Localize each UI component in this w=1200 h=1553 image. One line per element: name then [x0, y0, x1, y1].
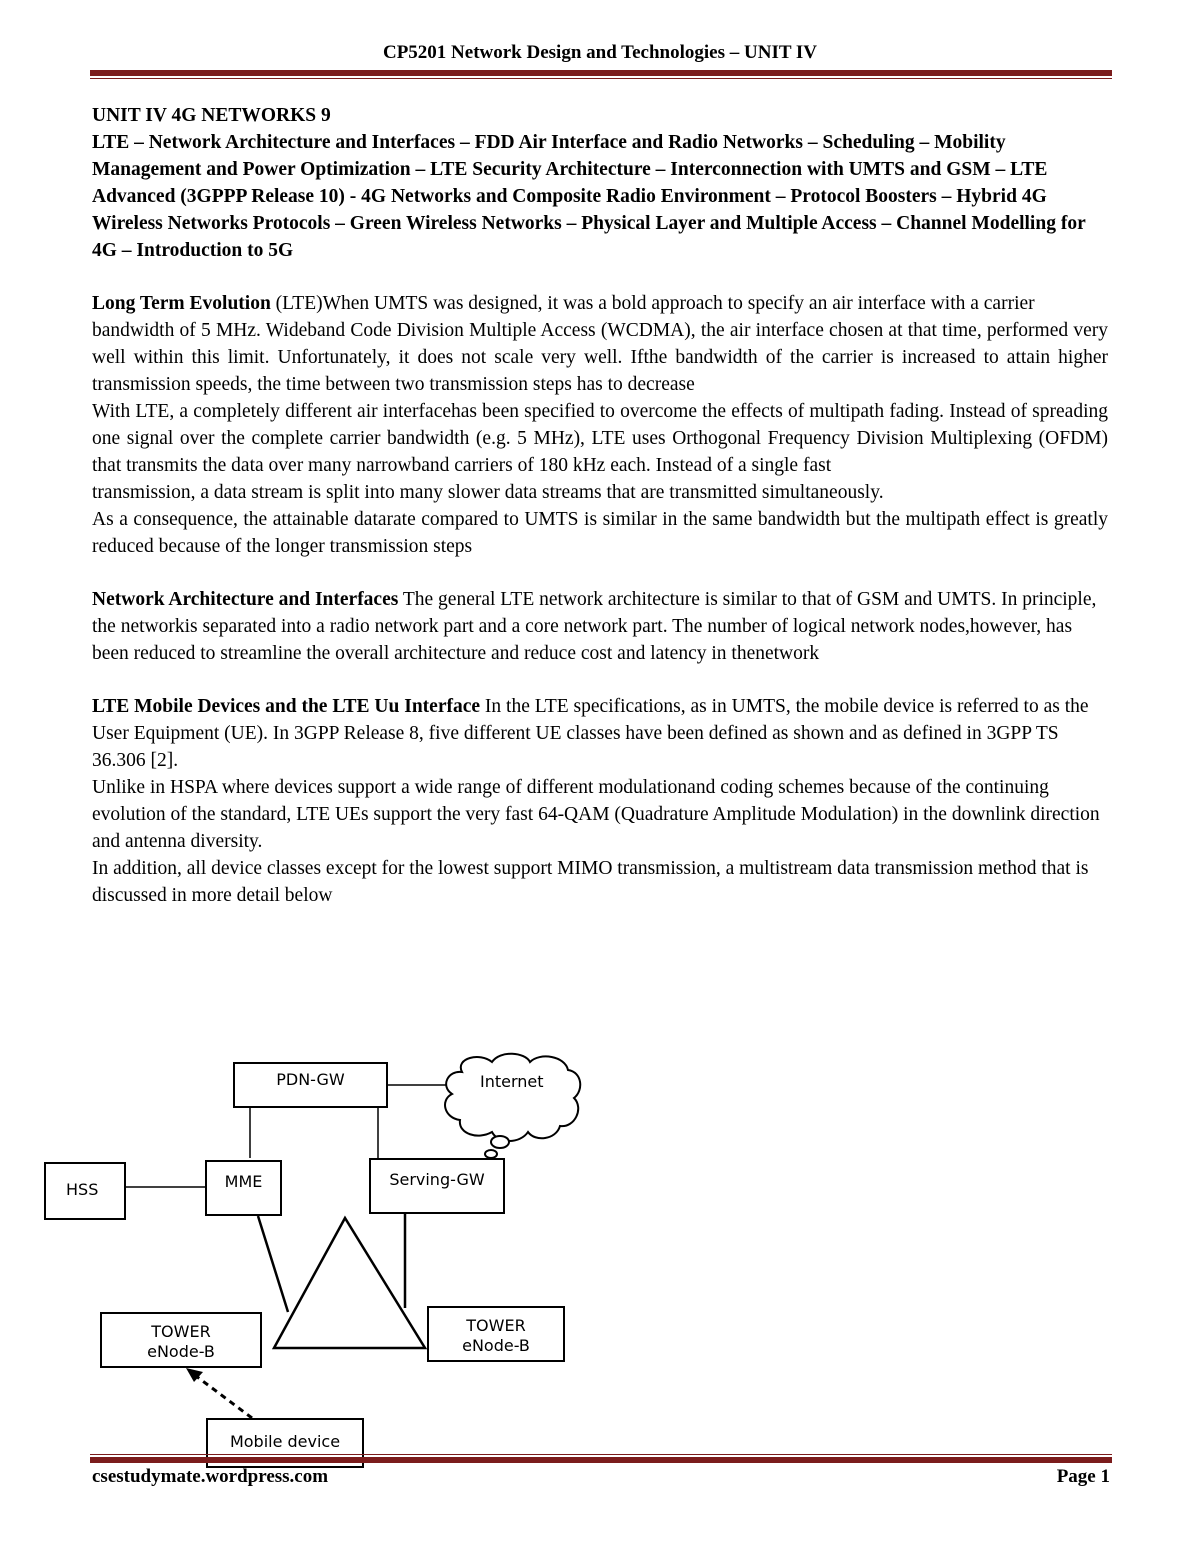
- lte-intro: [92, 290, 1108, 317]
- tower-right-label-2: eNode-B: [462, 1336, 530, 1355]
- serving-gw-label: Serving-GW: [389, 1170, 485, 1189]
- lte-intro-text: When UMTS was designed, it was a bold approach to specify an air interface with a carrier: [322, 293, 1035, 314]
- tower-right-label-1: TOWER: [466, 1316, 526, 1335]
- serving-gw-node: [369, 1158, 505, 1214]
- devices-body: In the LTE specifications, as in UMTS, the mobile device is referred to as the User Equipment (UE). In 3GPP Release 8, five different UE classes have been defined as shown and as defined in 3GPP TS 36.306 [2].: [92, 696, 1089, 771]
- hss-node: [44, 1162, 126, 1220]
- architecture-paragraph: [92, 586, 1108, 667]
- document-body: [92, 102, 1108, 909]
- link-mobile-tower-dashed: [196, 1376, 252, 1418]
- footer-page-number: Page 1: [1056, 1466, 1110, 1487]
- tower-left-label-2: eNode-B: [147, 1342, 215, 1361]
- arrowhead-icon: [186, 1368, 203, 1382]
- tower-left-node: [100, 1312, 262, 1368]
- architecture-body: The general LTE network architecture is similar to that of GSM and UMTS. In principle, the networkis separated into a radio network part and a core network part. The number of logical network nodes,however, has been reduced to streamline the overall architecture and reduce cost and latency in thenetwork: [92, 589, 1097, 664]
- tower-left-label-1: TOWER: [151, 1322, 211, 1341]
- lte-title-suffix: (LTE): [270, 293, 323, 314]
- internet-cloud-icon: [445, 1054, 580, 1165]
- header-rule-thin: [90, 78, 1112, 79]
- footer-rule-thin: [90, 1454, 1112, 1455]
- link-mme-tower: [258, 1216, 288, 1312]
- devices-paragraph-3: In addition, all device classes except for the lowest support MIMO transmission, a multistream data transmission method that is discussed in more detail below: [92, 858, 1089, 906]
- lte-architecture-diagram: [0, 1050, 1200, 1470]
- architecture-title: Network Architecture and Interfaces: [92, 589, 399, 610]
- syllabus-heading: UNIT IV 4G NETWORKS 9: [92, 105, 331, 126]
- spacer: [92, 560, 1108, 586]
- lte-title: Long Term Evolution: [92, 293, 271, 314]
- spacer: [92, 667, 1108, 693]
- syllabus-topics: LTE – Network Architecture and Interfaces – FDD Air Interface and Radio Networks – Scheduling – Mobility Management and Power Optimization – LTE Security Architecture – Interconnection with UMTS and GSM – LTE Advanced (3GPPP Release 10) - 4G Networks and Composite Radio Environment – Protocol Boosters – Hybrid 4G Wireless Networks Protocols – Green Wireless Networks – Physical Layer and Multiple Access – Channel Modelling for 4G – Introduction to 5G: [92, 132, 1086, 261]
- mme-node: [205, 1160, 282, 1216]
- pdn-gw-label: PDN-GW: [276, 1070, 345, 1089]
- lte-paragraph-4: As a consequence, the attainable datarate compared to UMTS is similar in the same bandwidth but the multipath effect is greatly reduced because of the longer transmission steps: [92, 509, 1108, 557]
- antenna-triangle-icon: [274, 1218, 425, 1348]
- diagram-connectors: [0, 1050, 1200, 1470]
- devices-paragraph: [92, 693, 1108, 774]
- footer-rule-thick: [90, 1457, 1112, 1463]
- lte-paragraph-1: bandwidth of 5 MHz. Wideband Code Division Multiple Access (WCDMA), the air interface chosen at that time, performed very well within this limit. Unfortunately, it does not scale very well. Ifthe bandwidth of the carrier is increased to attain higher transmission speeds, the time between two transmission steps has to decrease: [92, 320, 1108, 395]
- tower-right-node: [427, 1306, 565, 1362]
- spacer: [92, 264, 1108, 290]
- mme-label: MME: [224, 1172, 263, 1191]
- internet-label: Internet: [480, 1072, 544, 1091]
- hss-label: HSS: [66, 1180, 99, 1199]
- devices-title: LTE Mobile Devices and the LTE Uu Interface: [92, 696, 481, 717]
- devices-paragraph-2: Unlike in HSPA where devices support a wide range of different modulationand coding schemes because of the continuing evolution of the standard, LTE UEs support the very fast 64-QAM (Quadrature Amplitude Modulation) in the downlink direction and antenna diversity.: [92, 777, 1100, 852]
- header-rule-thick: [90, 70, 1112, 76]
- footer-site: csestudymate.wordpress.com: [92, 1466, 329, 1487]
- pdn-gw-node: [233, 1062, 388, 1108]
- mobile-device-label: Mobile device: [229, 1432, 341, 1451]
- header-title: CP5201 Network Design and Technologies – UNIT IV: [382, 42, 818, 63]
- lte-paragraph-3: transmission, a data stream is split into many slower data streams that are transmitted simultaneously.: [92, 482, 884, 503]
- lte-paragraph-2: With LTE, a completely different air interfacehas been specified to overcome the effects of multipath fading. Instead of spreading one signal over the complete carrier bandwidth (e.g. 5 MHz), LTE uses Orthogonal Frequency Division Multiplexing (OFDM) that transmits the data over many narrowband carriers of 180 kHz each. Instead of a single fast: [92, 401, 1108, 476]
